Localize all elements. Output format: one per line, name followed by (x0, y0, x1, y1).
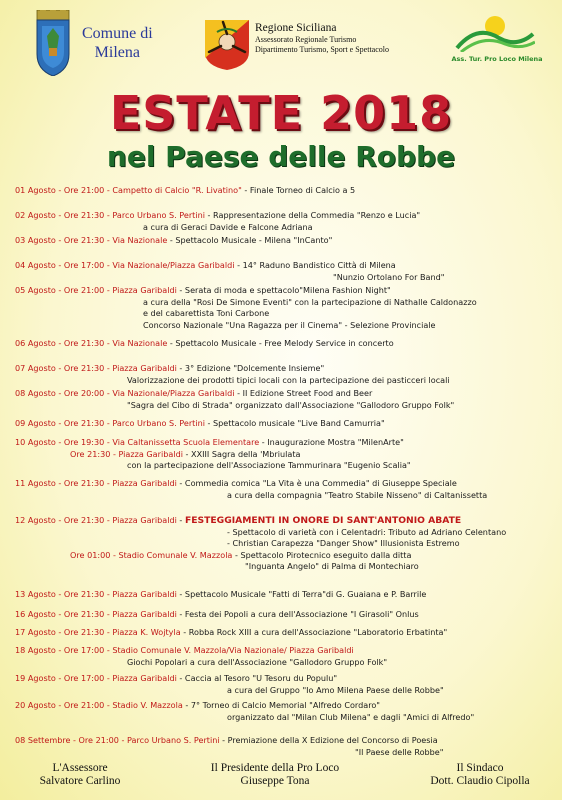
event-place: Piazza Garibaldi (118, 448, 183, 459)
event-line (15, 297, 555, 309)
event-line (15, 561, 555, 573)
event-date: Ore 01:00 - (70, 549, 119, 560)
event-separator: - (176, 515, 185, 525)
regione-line-3: Dipartimento Turismo, Sport e Spettacolo (255, 45, 389, 54)
event-line (15, 400, 555, 412)
event-description: - Spettacolo Pirotecnico eseguito dalla ditta (232, 549, 412, 560)
event-entry (15, 185, 555, 197)
event-line (15, 272, 555, 284)
event-place: Piazza Garibaldi (112, 363, 177, 373)
event-line (15, 418, 555, 430)
event-description: - XXIII Sagra della 'Mbriulata (182, 448, 301, 459)
event-entry (15, 645, 555, 668)
event-date: 20 Agosto - Ore 21:00 - (15, 700, 113, 710)
event-place: Parco Urbano S. Pertini (127, 735, 220, 745)
event-description: - 3° Edizione "Dolcemente Insieme" (176, 363, 325, 373)
event-date: 03 Agosto - Ore 21:30 - (15, 235, 113, 245)
event-place: Via Caltanissetta Scuola Elementare (112, 437, 260, 447)
event-line (15, 645, 555, 657)
event-line (15, 589, 555, 601)
event-place: Via Nazionale/Piazza Garibaldi (112, 388, 235, 398)
event-place: Via Nazionale (112, 235, 168, 245)
event-place: Via Nazionale/Piazza Garibaldi (112, 260, 235, 270)
event-description: "Nunzio Ortolano For Band" (333, 271, 445, 282)
event-description: a cura del Gruppo "Io Amo Milena Paese delle Robbe" (227, 684, 444, 695)
event-line (15, 222, 555, 234)
event-line (15, 375, 555, 387)
event-date: 02 Agosto - Ore 21:30 - (15, 210, 113, 220)
event-date: 11 Agosto - Ore 21:30 - (15, 478, 113, 488)
comune-line-1: Comune di (82, 25, 153, 42)
event-date: 05 Agosto - Ore 21:00 - (15, 285, 113, 295)
event-entry (15, 437, 555, 472)
event-date: 04 Agosto - Ore 17:00 - (15, 260, 113, 270)
event-description: - 14° Raduno Bandistico Città di Milena (234, 260, 396, 270)
event-description: - Spettacolo Musicale - Free Melody Service in concerto (167, 338, 394, 348)
proloco-sun-hills-icon (455, 14, 535, 52)
event-line (15, 478, 555, 490)
event-description: organizzato dal "Milan Club Milena" e dagli "Amici di Alfredo" (227, 711, 475, 722)
event-date: 07 Agosto - Ore 21:30 - (15, 363, 113, 373)
event-line (15, 235, 555, 247)
event-line (15, 550, 555, 562)
event-description: - Caccia al Tesoro "U Tesoru du Populu" (176, 673, 338, 683)
event-description: "Sagra del Cibo di Strada" organizzato dall'Associazione "Gallodoro Gruppo Folk" (127, 399, 455, 410)
event-highlight: FESTEGGIAMENTI IN ONORE DI SANT'ANTONIO ABATE (184, 515, 462, 526)
event-line (15, 685, 555, 697)
event-entry (15, 609, 555, 621)
poster-title: ESTATE 2018 (109, 86, 453, 140)
event-entry (15, 235, 555, 247)
proloco-label: Ass. Tur. Pro Loco Milena (451, 55, 543, 63)
event-description: Giochi Popolari a cura dell'Associazione "Gallodoro Gruppo Folk" (127, 656, 388, 667)
event-line (15, 388, 555, 400)
event-line (15, 747, 555, 759)
signature-assessore (20, 762, 140, 788)
event-date: 19 Agosto - Ore 17:00 - (15, 673, 113, 683)
assessore-role: L'Assessore (52, 762, 108, 774)
event-line (15, 338, 555, 350)
event-description: a cura della "Rosi De Simone Eventi" con la partecipazione di Nathalle Caldonazzo (143, 296, 477, 307)
footer-signatures (0, 762, 562, 800)
event-place: Via Nazionale (112, 338, 168, 348)
comune-name (82, 24, 153, 62)
event-description: a cura della compagnia "Teatro Stabile Nisseno" di Caltanissetta (227, 489, 488, 500)
event-description: - Inaugurazione Mostra "MilenArte" (259, 437, 404, 447)
event-line (15, 735, 555, 747)
event-date: 06 Agosto - Ore 21:30 - (15, 338, 113, 348)
event-line (15, 538, 555, 550)
event-place: Stadio V. Mazzola (112, 700, 183, 710)
event-description: - Festa dei Popoli a cura dell'Associazione "I Girasoli" Onlus (176, 609, 419, 619)
sindaco-role: Il Sindaco (456, 762, 504, 774)
regione-line-2: Assessorato Regionale Turismo (255, 35, 357, 44)
event-line (15, 700, 555, 712)
event-description: - Finale Torneo di Calcio a 5 (241, 185, 356, 195)
event-entry (15, 260, 555, 283)
event-description: - Spettacolo Musicale - Milena "InCanto" (167, 235, 333, 245)
event-line (15, 285, 555, 297)
event-description: - Robba Rock XIII a cura dell'Associazione "Laboratorio Erbatinta" (180, 627, 448, 637)
event-line (15, 490, 555, 502)
event-entry (15, 338, 555, 350)
event-place: Piazza K. Wojtyla (112, 627, 181, 637)
event-place: Parco Urbano S. Pertini (112, 418, 205, 428)
event-description: - II Edizione Street Food and Beer (234, 388, 373, 398)
event-place: Stadio Comunale V. Mazzola/Via Nazionale/ Piazza Garibaldi (112, 645, 354, 655)
event-date: Ore 21:30 - (70, 448, 119, 459)
event-entry (15, 515, 555, 573)
event-description: a cura di Geraci Davide e Falcone Adriana (143, 221, 313, 232)
event-description: "Il Paese delle Robbe" (355, 746, 444, 757)
regione-sicilia-trinacria-icon (203, 18, 251, 70)
event-description: - Premiazione della X Edizione del Concorso di Poesia (219, 735, 438, 745)
event-entry (15, 478, 555, 501)
event-entry (15, 735, 555, 758)
event-description: - Serata di moda e spettacolo"Milena Fashion Night" (176, 285, 391, 295)
event-place: Piazza Garibaldi (112, 285, 177, 295)
event-line (15, 712, 555, 724)
event-line (15, 460, 555, 472)
presidente-role: Il Presidente della Pro Loco (210, 762, 340, 774)
regione-line-1: Regione Siciliana (255, 22, 337, 34)
event-date: 09 Agosto - Ore 21:30 - (15, 418, 113, 428)
event-line (15, 657, 555, 669)
event-date: 10 Agosto - Ore 19:30 - (15, 437, 113, 447)
event-description: e del cabarettista Toni Carbone (143, 308, 270, 318)
event-line (15, 627, 555, 639)
event-line (15, 449, 555, 461)
event-place: Stadio Comunale V. Mazzola (118, 549, 233, 560)
event-entry (15, 210, 555, 233)
header (0, 0, 562, 90)
event-line (15, 210, 555, 222)
event-description: - Spettacolo di varietà con i Celentadri: Tributo ad Adriano Celentano (227, 526, 507, 537)
event-place: Campetto di Calcio "R. Livatino" (112, 185, 242, 195)
signature-sindaco (405, 762, 555, 788)
event-line (15, 673, 555, 685)
event-place: Parco Urbano S. Pertini (112, 210, 205, 220)
event-line (15, 320, 555, 332)
event-entry (15, 285, 555, 331)
event-description: - Christian Carapezza "Danger Show" Illusionista Estremo (227, 538, 460, 548)
event-entry (15, 627, 555, 639)
event-date: 08 Agosto - Ore 20:00 - (15, 388, 113, 398)
event-description: "Inguanta Angelo" di Palma di Montechiaro (245, 561, 419, 571)
event-description: con la partecipazione dell'Associazione Tammurinara "Eugenio Scalia" (127, 460, 411, 470)
event-date: 13 Agosto - Ore 21:30 - (15, 589, 113, 599)
event-date: 18 Agosto - Ore 17:00 - (15, 645, 113, 655)
event-entry (15, 388, 555, 411)
event-place: Piazza Garibaldi (112, 609, 177, 619)
event-place: Piazza Garibaldi (112, 515, 177, 525)
event-description: - Rappresentazione della Commedia "Renzo e Lucia" (204, 210, 421, 220)
event-line (15, 260, 555, 272)
sindaco-name: Dott. Claudio Cipolla (430, 775, 530, 787)
poster-subtitle: nel Paese delle Robbe (106, 140, 456, 173)
event-place: Piazza Garibaldi (112, 478, 177, 488)
presidente-name: Giuseppe Tona (240, 775, 310, 787)
event-description: Concorso Nazionale "Una Ragazza per il Cinema" - Selezione Provinciale (143, 319, 436, 330)
comune-crest-icon (33, 10, 73, 76)
event-date: 08 Settembre - Ore 21:00 - (15, 735, 127, 745)
event-line (15, 609, 555, 621)
event-date: 12 Agosto - Ore 21:30 - (15, 515, 113, 525)
event-description: - Spettacolo musicale "Live Band Camurria" (204, 418, 385, 428)
event-entry (15, 363, 555, 386)
assessore-name: Salvatore Carlino (39, 775, 121, 787)
event-entry (15, 700, 555, 723)
signature-presidente (185, 762, 365, 788)
event-line (15, 527, 555, 539)
event-date: 16 Agosto - Ore 21:30 - (15, 609, 113, 619)
event-line (15, 363, 555, 375)
event-entry (15, 418, 555, 430)
event-description: - Spettacolo Musicale "Fatti di Terra"di G. Guaiana e P. Barrile (176, 589, 427, 599)
event-line (15, 515, 555, 527)
event-date: 01 Agosto - Ore 21:00 - (15, 185, 113, 195)
event-line (15, 437, 555, 449)
regione-text (255, 22, 389, 55)
event-entry (15, 589, 555, 601)
comune-line-2: Milena (94, 44, 140, 61)
event-place: Piazza Garibaldi (112, 589, 177, 599)
event-line (15, 308, 555, 320)
event-description: - 7° Torneo di Calcio Memorial "Alfredo Cordaro" (182, 700, 381, 710)
event-entry (15, 673, 555, 696)
event-place: Piazza Garibaldi (112, 673, 177, 683)
event-date: 17 Agosto - Ore 21:30 - (15, 627, 113, 637)
event-line (15, 185, 555, 197)
event-description: - Commedia comica "La Vita è una Commedia" di Giuseppe Speciale (176, 478, 457, 488)
event-description: Valorizzazione dei prodotti tipici locali con la partecipazione dei pasticceri locali (127, 374, 450, 385)
